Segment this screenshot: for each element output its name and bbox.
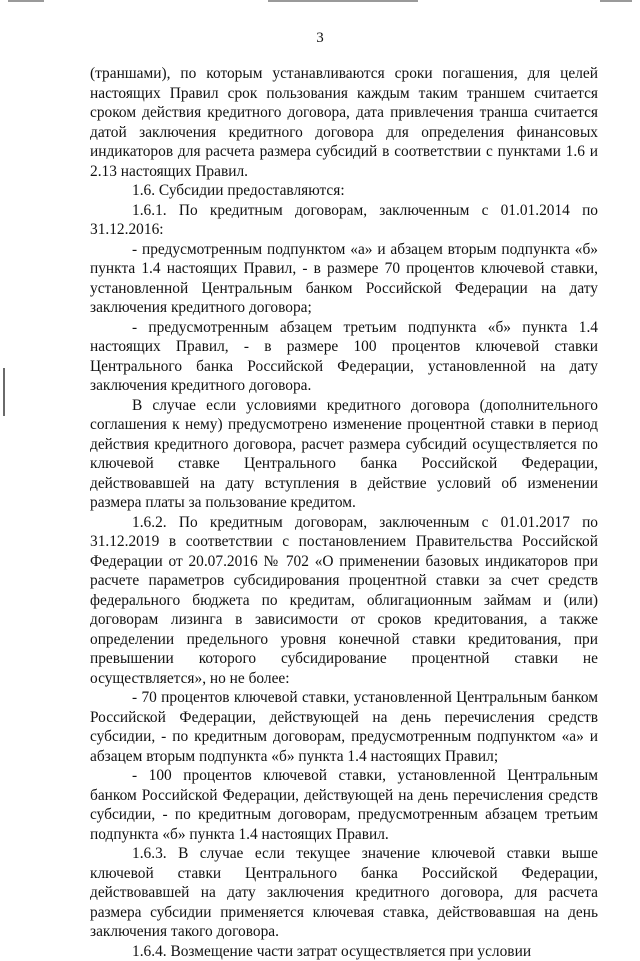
paragraph-1-6-4: 1.6.4. Возмещение части затрат осуществляется при условии [90,942,598,961]
paragraph-1-6-2-item-2: - 100 процентов ключевой ставки, установленной Центральным банком Российской Федерации, действующей на день перечисления средств субсидии, - по кредитным договорам, предусмотренным абзацем третьим подпункта «б» пункта 1.4 настоящих Правил. [90,766,598,844]
document-body [90,64,598,961]
scan-top-marks [0,0,640,6]
paragraph-rate-change: В случае если условиями кредитного договора (дополнительного соглашения к нему) предусмотрено изменение процентной ставки в период действия кредитного договора, расчет размера субсидий осуществляется по ключевой ставке Центрального банка Российской Федерации, действовавшей на дату вступления в действие условий об изменении размера платы за пользование кредитом. [90,396,598,513]
scan-margin-mark [3,368,5,416]
paragraph-1-6-1-item-2: - предусмотренным абзацем третьим подпункта «б» пункта 1.4 настоящих Правил, - в размере 100 процентов ключевой ставки Центрального банка Российской Федерации, установленной на дату заключения кредитного договора. [90,318,598,396]
paragraph-1-6-2: 1.6.2. По кредитным договорам, заключенным с 01.01.2017 по 31.12.2019 в соответствии с постановлением Правительства Российской Федерации от 20.07.2016 № 702 «О применении базовых индикаторов при расчете параметров субсидирования процентной ставки за счет средств федерального бюджета по кредитам, облигационным займам и (или) договорам лизинга в зависимости от сроков кредитования, а также определении предельного уровня конечной ставки кредитования, при превышении которого субсидирование процентной ставки не осуществляется», но не более: [90,513,598,689]
page-number: 3 [0,30,640,47]
paragraph-1-6-1-item-1: - предусмотренным подпунктом «а» и абзацем вторым подпункта «б» пункта 1.4 настоящих Правил, - в размере 70 процентов ключевой ставки, установленной Центральным банком Российской Федерации на дату заключения кредитного договора; [90,240,598,318]
paragraph-1-6: 1.6. Субсидии предоставляются: [90,181,598,201]
paragraph-1-6-1: 1.6.1. По кредитным договорам, заключенным с 01.01.2014 по 31.12.2016: [90,201,598,240]
paragraph-1-6-3: 1.6.3. В случае если текущее значение ключевой ставки выше ключевой ставки Центрального банка Российской Федерации, действовавшей на дату заключения кредитного договора, для расчета размера субсидии применяется ключевая ставка, действовавшая на день заключения такого договора. [90,844,598,942]
paragraph-1-6-2-item-1: - 70 процентов ключевой ставки, установленной Центральным банком Российской Федерации, действующей на день перечисления средств субсидии, - по кредитным договорам, предусмотренным подпунктом «а» и абзацем вторым подпункта «б» пункта 1.4 настоящих Правил; [90,688,598,766]
paragraph-continuation: (траншами), по которым устанавливаются сроки погашения, для целей настоящих Правил срок пользования каждым таким траншем считается сроком действия кредитного договора, дата привлечения транша считается датой заключения кредитного договора для определения финансовых индикаторов для расчета размера субсидий в соответствии с пунктами 1.6 и 2.13 настоящих Правил. [90,64,598,181]
